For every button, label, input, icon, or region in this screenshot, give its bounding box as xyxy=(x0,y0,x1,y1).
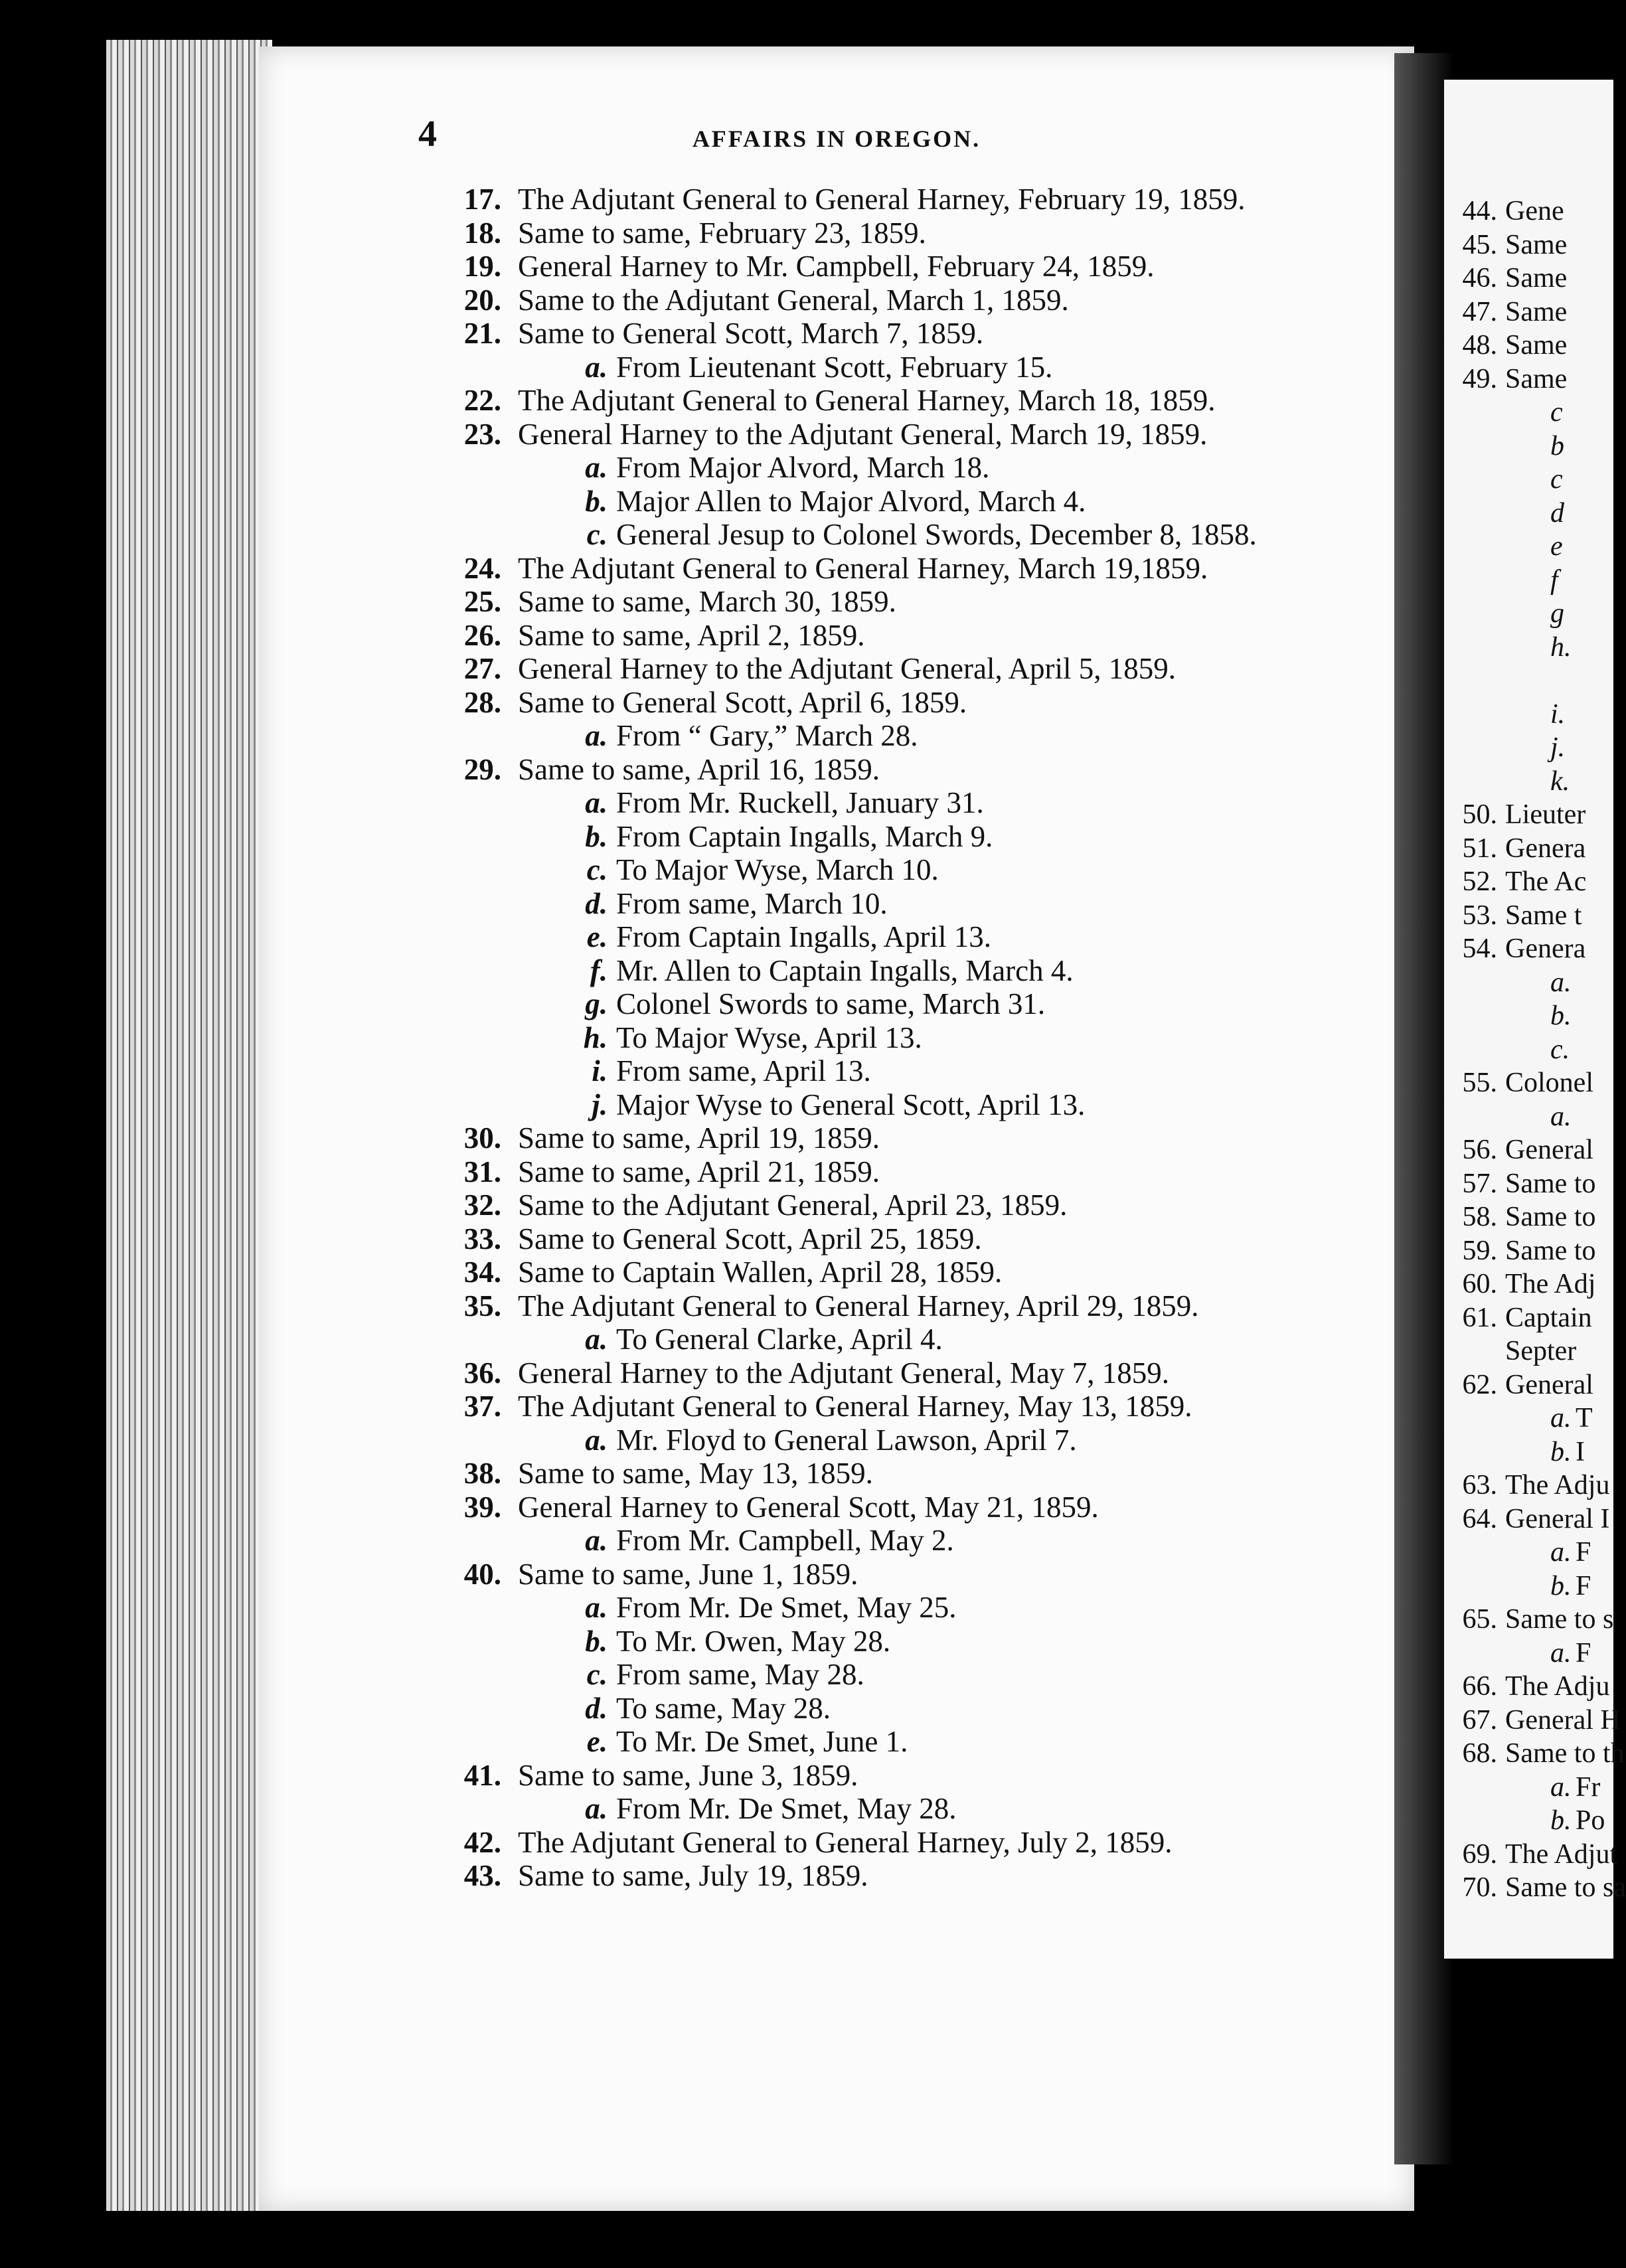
list-subitem xyxy=(1444,1804,1613,1838)
list-item xyxy=(1444,1200,1613,1234)
list-subitem xyxy=(451,1323,1421,1356)
list-item xyxy=(1444,932,1613,966)
list-item xyxy=(451,183,1421,216)
list-subitem xyxy=(1444,430,1613,463)
item-number: g xyxy=(1550,598,1564,629)
item-text: Genera xyxy=(1505,833,1586,864)
item-number: 58. xyxy=(1462,1202,1497,1232)
item-text: Same xyxy=(1505,263,1568,293)
item-text: Same to same, April 16, 1859. xyxy=(518,752,880,786)
item-text: Major Wyse to General Scott, April 13. xyxy=(616,1088,1086,1121)
item-text: Same to General Scott, April 6, 1859. xyxy=(518,685,967,719)
item-number: a. xyxy=(585,1792,608,1825)
list-item xyxy=(1444,1066,1613,1100)
item-text: Same xyxy=(1505,330,1568,361)
list-item xyxy=(1444,195,1613,228)
list-item xyxy=(451,418,1421,451)
list-subitem xyxy=(1444,765,1613,799)
item-number: g. xyxy=(585,987,608,1020)
list-subitem xyxy=(1444,631,1613,665)
list-subitem xyxy=(1444,463,1613,497)
item-number: e xyxy=(1550,531,1563,562)
item-number: a. xyxy=(1550,1771,1572,1803)
list-subitem xyxy=(451,518,1421,552)
item-text: Same to same, February 23, 1859. xyxy=(518,216,926,250)
item-number: a. xyxy=(585,1524,608,1557)
item-text: General xyxy=(1505,1369,1593,1400)
list-item xyxy=(1444,1368,1613,1402)
list-subitem xyxy=(1444,1771,1613,1805)
item-text: From Mr. Ruckell, January 31. xyxy=(616,786,984,819)
item-number: a. xyxy=(585,1423,608,1457)
item-text: General H xyxy=(1505,1704,1621,1736)
list-item xyxy=(451,619,1421,653)
list-subitem xyxy=(451,987,1421,1021)
item-number: e. xyxy=(586,920,608,953)
item-text: Gene xyxy=(1505,196,1564,226)
item-text: To Mr. De Smet, June 1. xyxy=(616,1725,908,1758)
list-item xyxy=(451,1390,1421,1423)
item-number: b. xyxy=(1550,1805,1572,1836)
list-subitem xyxy=(1444,396,1613,430)
item-number: 59. xyxy=(1462,1235,1497,1266)
item-number: a. xyxy=(585,1591,608,1624)
page-right-partial xyxy=(1444,80,1626,1959)
list-subitem xyxy=(1444,530,1613,564)
list-item xyxy=(1444,1267,1613,1301)
list-item xyxy=(451,1155,1421,1189)
item-number: 61. xyxy=(1462,1302,1497,1333)
item-text: General Harney to the Adjutant General, May 7, 1859. xyxy=(518,1356,1169,1390)
item-text: From Major Alvord, March 18. xyxy=(616,451,990,484)
item-text: To Mr. Owen, May 28. xyxy=(616,1624,891,1658)
item-text: Same xyxy=(1505,363,1568,394)
list-subitem xyxy=(451,1021,1421,1055)
item-number: a. xyxy=(1550,1101,1572,1132)
item-text: T xyxy=(1576,1403,1593,1433)
item-text: The Adjutant General to General Harney, April 29, 1859. xyxy=(518,1289,1199,1323)
item-number: c xyxy=(1550,397,1563,428)
item-number: 53. xyxy=(1462,900,1497,931)
list-subitem xyxy=(1444,1637,1613,1670)
item-number: b. xyxy=(585,819,608,853)
item-text: I xyxy=(1576,1436,1585,1467)
item-text: General Harney to the Adjutant General, March 19, 1859. xyxy=(518,417,1208,451)
list-item xyxy=(1444,363,1613,396)
list-item xyxy=(1444,798,1613,832)
list-subitem xyxy=(451,1088,1421,1122)
item-number: 33. xyxy=(463,1222,501,1256)
item-number: a. xyxy=(1550,1637,1572,1668)
item-number: 69. xyxy=(1462,1838,1497,1870)
item-number: 38. xyxy=(463,1457,501,1490)
list-subitem xyxy=(451,1625,1421,1659)
item-number: 32. xyxy=(463,1188,501,1222)
list-item xyxy=(451,1491,1421,1524)
item-text: General Harney to General Scott, May 21, 1859. xyxy=(518,1490,1099,1524)
item-text: The Adjutant General to General Harney, March 18, 1859. xyxy=(518,384,1216,417)
item-text: Same to same, April 21, 1859. xyxy=(518,1155,880,1188)
item-number: 46. xyxy=(1462,263,1497,293)
item-number: 67. xyxy=(1462,1704,1497,1736)
item-text: Same t xyxy=(1505,900,1582,931)
item-number: 47. xyxy=(1462,296,1497,327)
list-subitem xyxy=(451,1423,1421,1457)
item-number: 24. xyxy=(463,551,501,585)
item-number: 41. xyxy=(463,1758,501,1792)
item-text: Same to same, April 19, 1859. xyxy=(518,1121,880,1155)
list-item xyxy=(1444,295,1613,329)
list-subitem xyxy=(451,451,1421,485)
item-number: c. xyxy=(586,1658,608,1691)
item-text: The Adju xyxy=(1505,1671,1610,1702)
list-item xyxy=(1444,865,1613,899)
item-text: Same to the Adjutant General, March 1, 1859. xyxy=(518,283,1069,317)
item-text: The Adjutant General to General Harney, May 13, 1859. xyxy=(518,1390,1192,1423)
list-subitem xyxy=(1444,1435,1613,1469)
item-number: 26. xyxy=(463,618,501,652)
list-item xyxy=(451,1457,1421,1491)
item-number: 60. xyxy=(1462,1269,1497,1299)
item-number: 57. xyxy=(1462,1168,1497,1199)
list-subitem xyxy=(451,1725,1421,1759)
item-number: 30. xyxy=(463,1121,501,1155)
item-text: Same to General Scott, April 25, 1859. xyxy=(518,1222,982,1256)
item-text: Genera xyxy=(1505,933,1586,964)
list-item xyxy=(451,686,1421,720)
list-item xyxy=(1444,1670,1613,1704)
item-text: To Major Wyse, April 13. xyxy=(616,1020,922,1054)
list-subitem xyxy=(451,1591,1421,1625)
item-text: Lieuter xyxy=(1505,799,1586,830)
item-number: 63. xyxy=(1462,1470,1497,1500)
list-subitem xyxy=(1444,497,1613,530)
item-text: F xyxy=(1576,1570,1591,1601)
list-subitem xyxy=(451,1692,1421,1726)
list-subitem xyxy=(1444,1100,1613,1134)
item-number: 49. xyxy=(1462,363,1497,394)
item-text: Same xyxy=(1505,296,1568,327)
item-number: 23. xyxy=(463,417,501,451)
list-item xyxy=(451,1356,1421,1390)
item-number: 68. xyxy=(1462,1738,1497,1769)
item-number: 21. xyxy=(463,317,501,350)
item-number: b xyxy=(1550,430,1564,461)
item-number: c. xyxy=(586,853,608,886)
list-subitem xyxy=(451,954,1421,988)
item-number: 56. xyxy=(1462,1135,1497,1165)
item-number: f xyxy=(1550,564,1558,596)
item-text: Same to same, March 30, 1859. xyxy=(518,585,896,618)
list-item xyxy=(451,1256,1421,1289)
list-subitem xyxy=(1444,1033,1613,1067)
item-number: 31. xyxy=(463,1155,501,1188)
list-item xyxy=(451,1121,1421,1155)
document-list-right xyxy=(1444,195,1626,1905)
item-text: Same to same, April 2, 1859. xyxy=(518,618,865,652)
item-text: Fr xyxy=(1576,1771,1601,1803)
list-item xyxy=(1444,1603,1613,1637)
list-item xyxy=(451,317,1421,351)
list-subitem xyxy=(1444,1402,1613,1435)
item-number: i. xyxy=(1550,698,1566,730)
item-text: From Lieutenant Scott, February 15. xyxy=(616,350,1053,384)
item-text: Colonel Swords to same, March 31. xyxy=(616,987,1046,1020)
item-number: a. xyxy=(1550,1537,1572,1568)
list-item xyxy=(451,384,1421,418)
item-number: 18. xyxy=(463,216,501,250)
item-text: Same to xyxy=(1505,1202,1596,1232)
list-subitem xyxy=(451,1524,1421,1558)
item-number: 55. xyxy=(1462,1068,1497,1098)
item-text: From Captain Ingalls, April 13. xyxy=(616,920,991,953)
list-item xyxy=(1444,1737,1625,1771)
item-text: The Adju xyxy=(1505,1470,1610,1500)
item-number: a. xyxy=(1550,1403,1572,1433)
item-number: c. xyxy=(1550,1034,1570,1065)
item-number: i. xyxy=(592,1054,608,1088)
item-number: 42. xyxy=(463,1825,501,1859)
item-text: General Harney to the Adjutant General, April 5, 1859. xyxy=(518,652,1176,685)
item-number: a. xyxy=(585,719,608,752)
list-subitem xyxy=(451,1792,1421,1826)
item-number: 17. xyxy=(463,183,501,216)
item-number: b. xyxy=(1550,1570,1572,1601)
item-text: Septer xyxy=(1505,1336,1577,1366)
list-item xyxy=(451,585,1421,619)
list-subitem xyxy=(451,485,1421,519)
item-text: General xyxy=(1505,1135,1593,1165)
item-number: k. xyxy=(1550,766,1570,797)
item-number: h. xyxy=(1550,631,1572,663)
item-number: a. xyxy=(585,786,608,819)
item-number: 48. xyxy=(1462,330,1497,361)
item-text: Same to th xyxy=(1505,1738,1625,1769)
list-item xyxy=(1444,899,1613,933)
list-subitem xyxy=(451,1054,1421,1088)
item-number: 45. xyxy=(1462,229,1497,260)
item-number: h. xyxy=(583,1020,608,1054)
list-subitem xyxy=(451,853,1421,887)
item-number: d. xyxy=(585,886,608,920)
item-number: 27. xyxy=(463,652,501,685)
list-item xyxy=(1444,1133,1613,1167)
item-number: d xyxy=(1550,497,1564,528)
page-left xyxy=(259,46,1414,2211)
item-number: 40. xyxy=(463,1557,501,1591)
item-number: a. xyxy=(585,451,608,484)
list-subitem xyxy=(451,1658,1421,1692)
item-text: From “ Gary,” March 28. xyxy=(616,719,918,752)
list-item xyxy=(1444,329,1613,363)
list-item xyxy=(451,1289,1421,1323)
item-text: Mr. Floyd to General Lawson, April 7. xyxy=(616,1423,1077,1457)
item-number: 44. xyxy=(1462,196,1497,226)
item-number: 65. xyxy=(1462,1604,1497,1635)
list-item xyxy=(1444,1335,1613,1368)
item-text: Same to sa xyxy=(1505,1872,1626,1903)
item-number: 29. xyxy=(463,752,501,786)
item-text: To General Clarke, April 4. xyxy=(616,1323,943,1356)
list-subitem xyxy=(451,820,1421,854)
item-text: General Harney to Mr. Campbell, February 24, 1859. xyxy=(518,250,1155,283)
item-number: 20. xyxy=(463,283,501,317)
item-text: F xyxy=(1576,1637,1591,1668)
page-number: 4 xyxy=(418,114,437,155)
item-number: 19. xyxy=(463,250,501,283)
item-number: c. xyxy=(586,518,608,551)
item-number: 51. xyxy=(1462,833,1497,864)
list-item xyxy=(451,284,1421,317)
list-item xyxy=(451,250,1421,284)
item-text: Same to the Adjutant General, April 23, 1859. xyxy=(518,1188,1068,1222)
list-item xyxy=(451,652,1421,686)
item-text: Same xyxy=(1505,229,1568,260)
item-text: Mr. Allen to Captain Ingalls, March 4. xyxy=(616,953,1074,987)
item-number: 66. xyxy=(1462,1671,1497,1702)
item-text: The Adjut xyxy=(1505,1838,1618,1870)
list-item xyxy=(451,1859,1421,1893)
list-item xyxy=(1444,1838,1618,1872)
item-text: From same, May 28. xyxy=(616,1658,864,1691)
list-item xyxy=(451,753,1421,787)
item-text: Same to same, June 3, 1859. xyxy=(518,1758,858,1792)
list-item xyxy=(1444,228,1613,262)
list-item xyxy=(1444,1502,1613,1536)
item-text: Same to same, July 19, 1859. xyxy=(518,1859,868,1892)
list-item xyxy=(451,1222,1421,1256)
list-item xyxy=(451,552,1421,586)
list-item xyxy=(1444,1234,1613,1268)
list-item xyxy=(1444,1469,1613,1502)
item-number: e. xyxy=(586,1725,608,1758)
item-text: From Captain Ingalls, March 9. xyxy=(616,819,993,853)
list-item xyxy=(1444,832,1613,866)
item-number: f. xyxy=(590,953,608,987)
item-number: 25. xyxy=(463,585,501,618)
list-item xyxy=(1444,262,1613,295)
item-text: From same, March 10. xyxy=(616,886,888,920)
item-number: 34. xyxy=(463,1256,501,1289)
list-subitem xyxy=(451,719,1421,753)
item-text: General Jesup to Colonel Swords, December 8, 1858. xyxy=(616,518,1257,551)
list-item xyxy=(1444,1704,1621,1738)
item-number: b. xyxy=(585,1624,608,1658)
item-number: a. xyxy=(1550,967,1572,998)
item-text: The Adjutant General to General Harney, July 2, 1859. xyxy=(518,1825,1173,1859)
running-head: AFFAIRS IN OREGON. xyxy=(692,125,981,152)
item-text: Same to same, June 1, 1859. xyxy=(518,1557,858,1591)
list-item xyxy=(451,1826,1421,1860)
item-number: 37. xyxy=(463,1390,501,1423)
item-number: j. xyxy=(1550,732,1566,763)
list-item xyxy=(451,1188,1421,1222)
item-number: b. xyxy=(585,484,608,518)
list-item xyxy=(1444,1871,1626,1905)
item-text: The Adj xyxy=(1505,1269,1596,1299)
item-number: 35. xyxy=(463,1289,501,1323)
list-subitem xyxy=(451,920,1421,954)
item-number: 36. xyxy=(463,1356,501,1390)
list-item xyxy=(1444,664,1613,698)
item-number: 28. xyxy=(463,685,501,719)
list-subitem xyxy=(451,351,1421,384)
item-text: Same to same, May 13, 1859. xyxy=(518,1457,873,1490)
item-number: 62. xyxy=(1462,1369,1497,1400)
item-text: From same, April 13. xyxy=(616,1054,871,1088)
item-text: General I xyxy=(1505,1503,1610,1534)
item-text: The Adjutant General to General Harney, February 19, 1859. xyxy=(518,183,1246,216)
item-text: Po xyxy=(1576,1805,1605,1836)
list-subitem xyxy=(1444,731,1613,765)
item-number: 52. xyxy=(1462,866,1497,897)
item-text: To Major Wyse, March 10. xyxy=(616,853,939,886)
item-text: Major Allen to Major Alvord, March 4. xyxy=(616,484,1086,518)
list-item xyxy=(1444,1301,1613,1335)
item-text: Same to xyxy=(1505,1168,1596,1199)
book-page-edges xyxy=(106,40,272,2211)
list-item xyxy=(1444,1167,1613,1201)
item-number: d. xyxy=(585,1691,608,1725)
list-subitem xyxy=(451,887,1421,921)
item-text: To same, May 28. xyxy=(616,1691,831,1725)
list-subitem xyxy=(1444,597,1613,631)
list-subitem xyxy=(1444,564,1613,598)
item-text: From Mr. De Smet, May 25. xyxy=(616,1591,957,1624)
item-number: c xyxy=(1550,464,1563,495)
list-item xyxy=(451,216,1421,250)
item-number: 70. xyxy=(1462,1872,1497,1903)
item-text: Colonel xyxy=(1505,1068,1593,1098)
item-number: 22. xyxy=(463,384,501,417)
list-subitem xyxy=(1444,1536,1613,1570)
item-text: F xyxy=(1576,1537,1591,1568)
item-text: Same to General Scott, March 7, 1859. xyxy=(518,317,984,350)
item-text: Same to Captain Wallen, April 28, 1859. xyxy=(518,1256,1003,1289)
item-text: From Mr. De Smet, May 28. xyxy=(616,1792,957,1825)
item-number: 64. xyxy=(1462,1503,1497,1534)
item-number: 50. xyxy=(1462,799,1497,830)
item-number: 43. xyxy=(463,1859,501,1892)
list-subitem xyxy=(451,786,1421,820)
item-number: b. xyxy=(1550,1436,1572,1467)
item-text: The Ac xyxy=(1505,866,1587,897)
list-item xyxy=(451,1759,1421,1793)
item-text: Captain xyxy=(1505,1302,1592,1333)
item-number: 54. xyxy=(1462,933,1497,964)
item-number: a. xyxy=(585,1323,608,1356)
item-number: 39. xyxy=(463,1490,501,1524)
item-text: Same to xyxy=(1505,1235,1596,1266)
list-subitem xyxy=(1444,999,1613,1033)
item-number: b. xyxy=(1550,1001,1572,1031)
item-text: The Adjutant General to General Harney, March 19,1859. xyxy=(518,551,1208,585)
list-subitem xyxy=(1444,1570,1613,1603)
list-subitem xyxy=(1444,698,1613,732)
item-number: a. xyxy=(585,350,608,384)
document-list xyxy=(451,183,1421,1893)
list-item xyxy=(451,1558,1421,1591)
item-text: From Mr. Campbell, May 2. xyxy=(616,1524,954,1557)
item-text: Same to s xyxy=(1505,1604,1614,1635)
list-subitem xyxy=(1444,966,1613,1000)
item-number: j. xyxy=(592,1088,608,1121)
